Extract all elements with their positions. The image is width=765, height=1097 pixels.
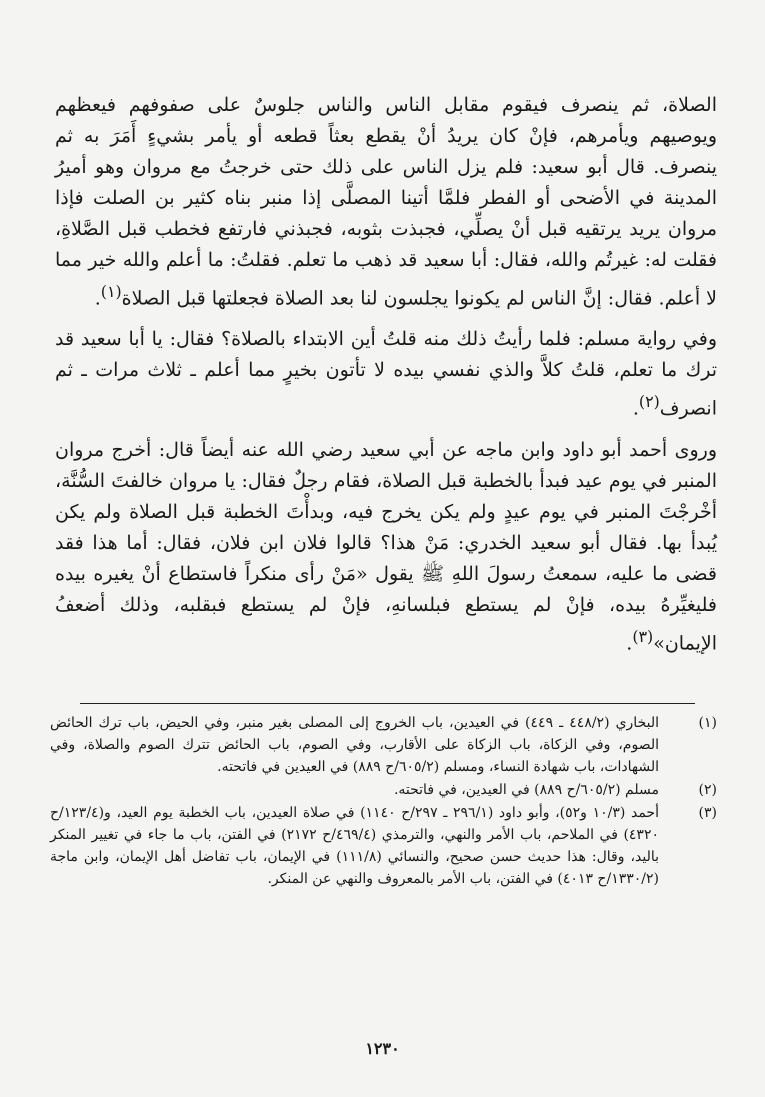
footnote <box>50 712 717 778</box>
footnote-marker: (٢) <box>638 392 660 412</box>
footnote <box>50 779 717 801</box>
footnote-marker: (٣) <box>632 626 654 646</box>
paragraph-text: وفي رواية مسلم: فلما رأيتُ ذلك منه قلتُ أين الابتداء بالصلاة؟ فقال: يا أبا سعيد قد ترك ما تعلم، قلتُ كلاَّ والذي نفسي بيده لا تأتون بخيرٍ مما أعلم ـ ثلاث مرات ـ ثم انصرف <box>55 328 717 420</box>
footnote-number: (٢) <box>698 782 717 798</box>
paragraph: وفي رواية مسلم: فلما رأيتُ ذلك منه قلتُ أين الابتداء بالصلاة؟ فقال: يا أبا سعيد قد ترك ما تعلم، قلتُ كلاَّ والذي نفسي بيده لا تأتون بخيرٍ مما أعلم ـ ثلاث مرات ـ ثم انصرف$^{(٢)}$. <box>55 328 717 420</box>
main-text <box>55 90 717 659</box>
footnote-text: أحمد (١٠/٣ و٥٢)، وأبو داود (٢٩٦/١ ـ ٢٩٧/ح ١١٤٠) في صلاة العيدين، باب الخطبة يوم العيد، و(١٢٣/٤/ح ٤٣٢٠) في الملاحم، باب الأمر والنهي، والترمذي (٤٦٩/٤/ح ٢١٧٢) في الفتن، باب ما جاء في تغيير المنكر باليد، وقال: هذا حديث حسن صحيح، والنسائي (١١١/٨) في الإيمان، باب تفاضل أهل الإيمان، وابن ماجة (١٣٣٠/٢/ح ٤٠١٣) في الفتن، باب الأمر بالمعروف والنهي عن المنكر. <box>50 805 659 887</box>
footnote-number: (١) <box>698 715 717 731</box>
footnote-number: (٣) <box>698 805 717 821</box>
paragraph: الصلاة، ثم ينصرف فيقوم مقابل الناس والناس جلوسٌ على صفوفهم فيعظهم ويوصيهم ويأمرهم، فإنْ كان يريدُ أنْ يقطع بعثاً قطعه أو يأمر بشيءٍ أَمَرَ به ثم ينصرف. قال أبو سعيد: فلم يزل الناس على ذلك حتى خرجتُ مع مروان وهو أميرُ المدينة في الأضحى أو الفطر فلمَّا أتينا المصلَّى إذا منبر بناه كثير بن الصلت فإذا مروان يريد يرتقيه قبل أنْ يصلِّي، فجبذت بثوبه، فجبذني فارتفع فخطب قبل الصَّلاةِ، فقلت له: غيرتُم والله، فقال: أبا سعيد قد ذهب ما تعلم. فقلتُ: ما أعلم والله خير مما لا أعلم. فقال: إنَّ الناس لم يكونوا يجلسون لنا بعد الصلاة فجعلتها قبل الصلاة$^{(١)}$. <box>55 94 717 310</box>
page-number: ١٢٣٠ <box>365 1039 400 1058</box>
footnotes <box>50 712 717 891</box>
footnote-text: البخاري (٤٤٨/٢ ـ ٤٤٩) في العيدين، باب الخروج إلى المصلى بغير منبر، وفي الحيض، باب ترك الحائض الصوم، وفي الزكاة، باب الزكاة على الأقارب، وفي الصوم، باب الحائض تترك الصوم والصلاة، وفي الشهادات، باب شهادة النساء، ومسلم (٦٠٥/٢/ح ٨٨٩) في العيدين في فاتحته. <box>50 715 659 775</box>
footnote-text: مسلم (٦٠٥/٢/ح ٨٨٩) في العيدين، في فاتحته. <box>393 782 659 798</box>
footnote-marker: (١) <box>100 282 122 301</box>
footnote-separator <box>80 703 695 704</box>
paragraph-text: وروى أحمد أبو داود وابن ماجه عن أبي سعيد رضي الله عنه أيضاً قال: أخرج مروان المنبر في يوم عيد فبدأ بالخطبة قبل الصلاة، فقام رجلٌ فقال: يا مروان خالفتَ السُّنَّة، أخْرجْتَ المنبر في يوم عيدٍ ولم يكن يخرج فيه، وبدأْتَ الخطبة قبل الصلاة ولم يكن يُبدأ بها. فقال أبو سعيد الخدري: مَنْ هذا؟ قالوا فلان ابن فلان، فقال: أما هذا فقد قضى ما عليه، سمعتُ رسولَ اللهِ ﷺ يقول «مَنْ رأى منكراً فاستطاع أنْ يغيره بيده فليغيِّرهُ بيده، فإنْ لم يستطع فبلسانهِ، فإنْ لم يستطع فبقلبه، وذلك أضعفُ الإيمان» <box>55 438 717 654</box>
paragraph-text: الصلاة، ثم ينصرف فيقوم مقابل الناس والناس جلوسٌ على صفوفهم فيعظهم ويوصيهم ويأمرهم، فإنْ كان يريدُ أنْ يقطع بعثاً قطعه أو يأمر بشيءٍ أَمَرَ به ثم ينصرف. قال أبو سعيد: فلم يزل الناس على ذلك حتى خرجتُ مع مروان وهو أميرُ المدينة في الأضحى أو الفطر فلمَّا أتينا المصلَّى إذا منبر بناه كثير بن الصلت فإذا مروان يريد يرتقيه قبل أنْ يصلِّي، فجبذت بثوبه، فجبذني فارتفع فخطب قبل الصَّلاةِ، فقلت له: غيرتُم والله، فقال: أبا سعيد قد ذهب ما تعلم. فقلتُ: ما أعلم والله خير مما لا أعلم. فقال: إنَّ الناس لم يكونوا يجلسون لنا بعد الصلاة فجعلتها قبل الصلاة <box>55 94 717 310</box>
paragraph: وروى أحمد أبو داود وابن ماجه عن أبي سعيد رضي الله عنه أيضاً قال: أخرج مروان المنبر في يوم عيد فبدأ بالخطبة قبل الصلاة، فقام رجلٌ فقال: يا مروان خالفتَ السُّنَّة، أخْرجْتَ المنبر في يوم عيدٍ ولم يكن يخرج فيه، وبدأْتَ الخطبة قبل الصلاة ولم يكن يُبدأ بها. فقال أبو سعيد الخدري: مَنْ هذا؟ قالوا فلان ابن فلان، فقال: أما هذا فقد قضى ما عليه، سمعتُ رسولَ اللهِ ﷺ يقول «مَنْ رأى منكراً فاستطاع أنْ يغيره بيده فليغيِّرهُ بيده، فإنْ لم يستطع فبلسانهِ، فإنْ لم يستطع فبقلبه، وذلك أضعفُ الإيمان»$^{(٣)}$. <box>55 438 717 654</box>
footnote <box>50 802 717 890</box>
